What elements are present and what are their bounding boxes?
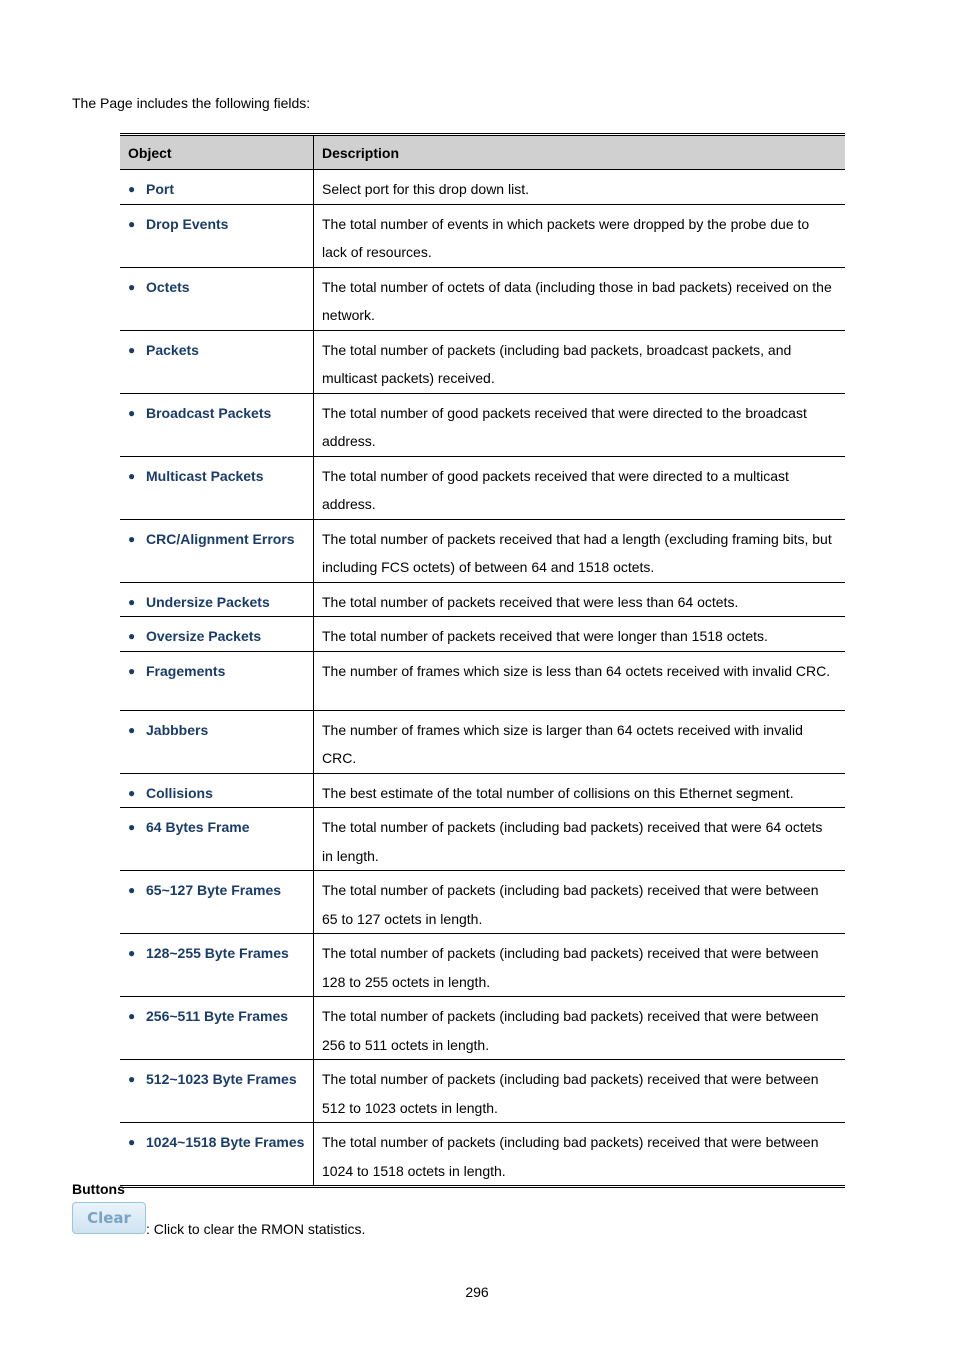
clear-button-description: : Click to clear the RMON statistics. [146, 1221, 366, 1237]
table-row [120, 582, 845, 617]
description-cell: The total number of packets received that were longer than 1518 octets. [314, 617, 846, 652]
description-cell: The total number of packets received that were less than 64 octets. [314, 582, 846, 617]
table-row [120, 330, 845, 393]
table-row [120, 170, 845, 205]
description-cell: The total number of packets received that had a length (excluding framing bits, but including FCS octets) of between 64 and 1518 octets. [314, 519, 846, 582]
description-cell: Select port for this drop down list. [314, 170, 846, 205]
description-cell: The total number of packets (including bad packets) received that were between 128 to 255 octets in length. [314, 934, 846, 997]
description-cell: The total number of good packets received that were directed to a multicast address. [314, 456, 846, 519]
object-cell [120, 617, 314, 652]
object-cell [120, 997, 314, 1060]
object-name: 256~511 Byte Frames [146, 1008, 289, 1024]
description-cell: The number of frames which size is less than 64 octets received with invalid CRC. [314, 651, 846, 710]
table-row [120, 997, 845, 1060]
object-cell [120, 519, 314, 582]
description-cell: The best estimate of the total number of collisions on this Ethernet segment. [314, 773, 846, 808]
object-name: Multicast Packets [146, 467, 264, 484]
table-row [120, 1123, 845, 1187]
table-row [120, 519, 845, 582]
object-name: CRC/Alignment Errors [146, 530, 295, 547]
table-header-row [120, 135, 845, 170]
description-cell: The total number of packets (including bad packets, broadcast packets, and multicast packets) received. [314, 330, 846, 393]
description-cell: The total number of packets (including bad packets) received that were 64 octets in length. [314, 808, 846, 871]
object-name: 64 Bytes Frame [146, 819, 250, 835]
clear-button[interactable]: Clear [72, 1202, 146, 1234]
object-name: 65~127 Byte Frames [146, 882, 282, 898]
bullet-icon: ● [128, 1135, 136, 1149]
object-name: Packets [146, 341, 199, 358]
table-row [120, 871, 845, 934]
intro-text: The Page includes the following fields: [72, 95, 311, 111]
header-object: Object [120, 135, 314, 170]
description-cell: The total number of packets (including bad packets) received that were between 1024 to 1518 octets in length. [322, 1134, 819, 1179]
bullet-icon: ● [128, 663, 136, 678]
table-row [120, 456, 845, 519]
object-cell [120, 204, 314, 267]
bullet-icon: ● [128, 785, 136, 800]
object-name: Oversize Packets [146, 628, 262, 644]
object-name: 1024~1518 Byte Frames [146, 1134, 305, 1150]
object-cell [120, 330, 314, 393]
bullet-icon: ● [128, 342, 136, 357]
object-name: Port [146, 181, 174, 197]
object-cell [120, 773, 314, 808]
bullet-icon: ● [128, 1009, 136, 1023]
description-cell: The total number of packets (including bad packets) received that were between 256 to 511 octets in length. [314, 997, 846, 1060]
bullet-icon: ● [128, 722, 136, 737]
bullet-icon: ● [128, 531, 136, 546]
object-name: Broadcast Packets [146, 404, 272, 421]
table-row [120, 710, 845, 773]
object-cell [120, 582, 314, 617]
object-name: Collisions [146, 784, 213, 801]
bullet-icon: ● [128, 405, 136, 420]
description-cell: The total number of octets of data (including those in bad packets) received on the network. [314, 267, 846, 330]
table-row [120, 773, 845, 808]
bullet-icon: ● [128, 883, 136, 897]
bullet-icon: ● [128, 820, 136, 834]
object-cell [120, 710, 314, 773]
table-row [120, 393, 845, 456]
table-row [120, 204, 845, 267]
object-cell [120, 871, 314, 934]
header-description: Description [314, 135, 846, 170]
object-name: Octets [146, 278, 190, 295]
fields-table [120, 133, 845, 1188]
object-name: Jabbbers [146, 721, 209, 738]
object-cell [120, 1060, 314, 1123]
description-cell: The total number of packets (including bad packets) received that were between 65 to 127 octets in length. [314, 871, 846, 934]
buttons-heading: Buttons [72, 1181, 125, 1197]
description-cell: The total number of good packets received that were directed to the broadcast address. [314, 393, 846, 456]
bullet-icon: ● [128, 594, 136, 609]
bullet-icon: ● [128, 946, 136, 960]
table-row [120, 1060, 845, 1123]
object-name: 128~255 Byte Frames [146, 945, 289, 961]
object-cell [120, 393, 314, 456]
table-row [120, 651, 845, 710]
table-row [120, 808, 845, 871]
object-name: Drop Events [146, 215, 229, 232]
object-cell [120, 456, 314, 519]
bullet-icon: ● [128, 182, 136, 196]
object-cell [120, 267, 314, 330]
bullet-icon: ● [128, 216, 136, 231]
bullet-icon: ● [128, 468, 136, 483]
object-cell [120, 808, 314, 871]
object-name: Undersize Packets [146, 593, 270, 610]
description-cell: The total number of events in which packets were dropped by the probe due to lack of resources. [314, 204, 846, 267]
object-cell [120, 1123, 314, 1187]
bullet-icon: ● [128, 629, 136, 643]
object-cell [120, 934, 314, 997]
description-cell: The number of frames which size is larger than 64 octets received with invalid CRC. [314, 710, 846, 773]
table-row [120, 934, 845, 997]
object-name: Fragements [146, 662, 226, 679]
description-cell: The total number of packets (including bad packets) received that were between 512 to 1023 octets in length. [314, 1060, 846, 1123]
bullet-icon: ● [128, 1072, 136, 1086]
object-cell [120, 170, 314, 205]
table-row [120, 617, 845, 652]
page-number: 296 [465, 1284, 489, 1300]
object-name: 512~1023 Byte Frames [146, 1071, 297, 1087]
bullet-icon: ● [128, 279, 136, 294]
table-row [120, 267, 845, 330]
object-cell [120, 651, 314, 710]
